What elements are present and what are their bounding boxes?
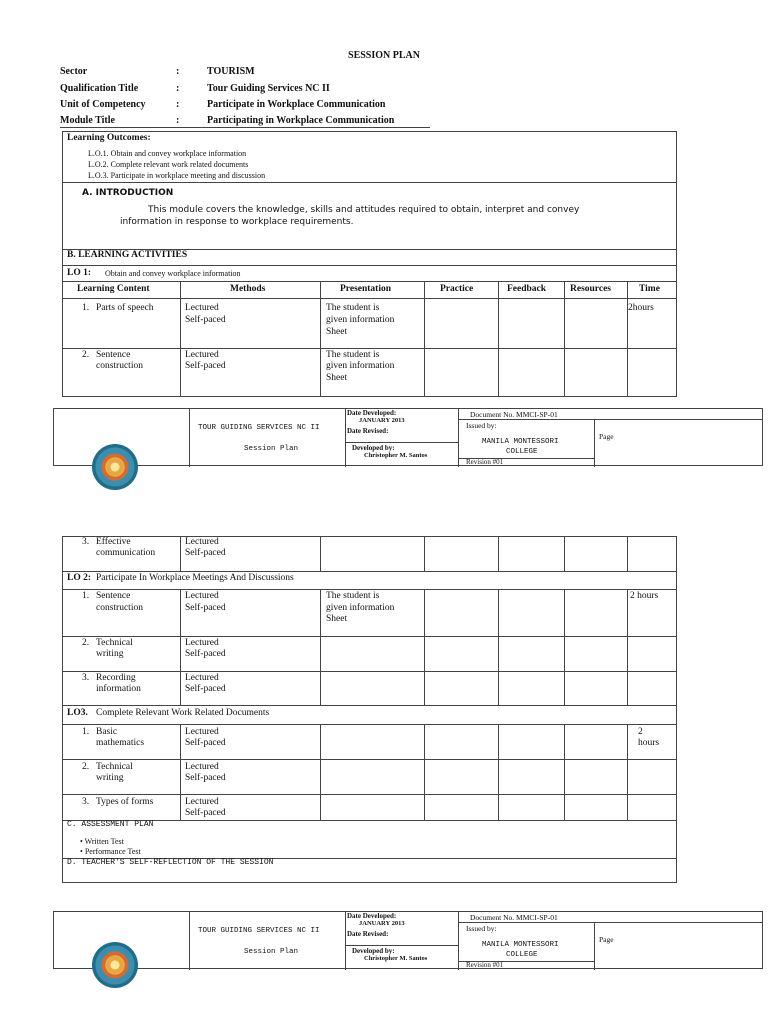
row-number: 1.: [82, 591, 90, 601]
divider: [62, 759, 677, 760]
lo2-text: Participate In Workplace Meetings And Discussions: [96, 573, 294, 583]
col-divider: [180, 589, 181, 705]
col-divider: [564, 281, 565, 397]
footer-doc-type: Session Plan: [244, 948, 299, 956]
lo1-label: LO 1:: [67, 268, 92, 278]
divider: [62, 589, 677, 590]
col-divider: [564, 536, 565, 571]
presentation: Sheet: [326, 327, 348, 337]
col-methods: Methods: [230, 284, 266, 294]
row-number: 2.: [82, 762, 90, 772]
col-time: Time: [639, 284, 660, 294]
method: Lectured: [185, 638, 219, 648]
divider: [345, 442, 458, 443]
col-divider: [627, 724, 628, 820]
divider: [62, 571, 677, 572]
presentation: The student is: [326, 303, 380, 313]
col-divider: [498, 281, 499, 397]
learning-content: Recording: [96, 673, 136, 683]
presentation: Sheet: [326, 373, 348, 383]
page-label: Page: [599, 432, 614, 441]
college-seal-logo: [92, 444, 138, 490]
col-divider: [564, 589, 565, 705]
date-developed-label: Date Developed:: [347, 409, 397, 417]
learning-content: Basic: [96, 727, 118, 737]
presentation: given information: [326, 315, 395, 325]
col-practice: Practice: [440, 284, 474, 294]
method: Self-paced: [185, 684, 226, 694]
col-divider: [424, 281, 425, 397]
learning-content: information: [96, 684, 141, 694]
divider: [594, 419, 595, 467]
divider: [594, 922, 595, 970]
header-value: Tour Guiding Services NC II: [207, 83, 330, 94]
method: Self-paced: [185, 361, 226, 371]
col-presentation: Presentation: [340, 284, 392, 294]
assessment-item-text: Performance Test: [84, 847, 141, 856]
assessment-item: • Performance Test: [80, 847, 141, 856]
col-divider: [564, 724, 565, 820]
learning-content: mathematics: [96, 738, 145, 748]
header-colon: :: [176, 99, 180, 110]
method: Lectured: [185, 537, 219, 547]
assessment-item-text: Written Test: [84, 837, 124, 846]
method: Lectured: [185, 673, 219, 683]
divider: [189, 409, 190, 467]
time: 2: [638, 727, 643, 737]
method: Lectured: [185, 303, 219, 313]
issued-by-label: Issued by:: [466, 421, 497, 430]
divider: [62, 348, 677, 349]
header-value: Participating in Workplace Communication: [207, 115, 395, 126]
row-number: 2.: [82, 638, 90, 648]
divider: [62, 636, 677, 637]
issuer: MANILA MONTESSORI: [482, 438, 559, 446]
module-underline: [60, 127, 430, 128]
learning-content: writing: [96, 773, 124, 783]
col-resources: Resources: [570, 284, 611, 294]
divider: [345, 409, 346, 467]
document-number: Document No. MMCI-SP-01: [470, 410, 558, 419]
divider: [62, 820, 677, 821]
assessment-item: • Written Test: [80, 837, 124, 846]
col-divider: [627, 536, 628, 571]
footer-program: TOUR GUIDING SERVICES NC II: [198, 927, 320, 935]
divider: [62, 705, 677, 706]
row-number: 3.: [82, 797, 90, 807]
learning-content: construction: [96, 361, 143, 371]
col-divider: [498, 589, 499, 705]
col-divider: [627, 281, 628, 397]
lo3-text: Complete Relevant Work Related Documents: [96, 708, 270, 718]
divider: [458, 922, 763, 923]
divider: [62, 281, 677, 282]
divider: [345, 912, 346, 970]
method: Self-paced: [185, 649, 226, 659]
row-number: 3.: [82, 673, 90, 683]
document-footer: [53, 911, 763, 969]
method: Self-paced: [185, 738, 226, 748]
learning-content: communication: [96, 548, 156, 558]
learning-content: Parts of speech: [96, 303, 154, 313]
date-revised-label: Date Revised:: [347, 427, 389, 435]
date-developed: JANUARY 2013: [359, 920, 405, 927]
learning-content: Types of forms: [96, 797, 154, 807]
page-label: Page: [599, 935, 614, 944]
assessment-heading: C. ASSESSMENT PLAN: [67, 820, 154, 829]
divider: [458, 419, 763, 420]
reflection-heading: D. TEACHER'S SELF-REFLECTION OF THE SESSION: [67, 858, 274, 867]
method: Lectured: [185, 350, 219, 360]
developed-by: Christopher M. Santos: [364, 452, 428, 459]
header-colon: :: [176, 83, 180, 94]
divider: [62, 724, 677, 725]
developed-by-label: Developed by:: [352, 947, 395, 955]
header-label: Qualification Title: [60, 83, 139, 94]
header-colon: :: [176, 66, 180, 77]
col-divider: [627, 589, 628, 705]
date-revised-label: Date Revised:: [347, 930, 389, 938]
revision-number: Revision #01: [466, 458, 504, 466]
method: Self-paced: [185, 315, 226, 325]
learning-outcome-item: L.O.3. Participate in workplace meeting and discussion: [88, 171, 266, 180]
introduction-text: This module covers the knowledge, skills and attitudes required to obtain, interpret and convey: [148, 205, 580, 215]
method: Self-paced: [185, 808, 226, 818]
col-divider: [424, 589, 425, 705]
footer-doc-type: Session Plan: [244, 445, 299, 453]
header-label: Module Title: [60, 115, 115, 126]
col-divider: [424, 536, 425, 571]
footer-program: TOUR GUIDING SERVICES NC II: [198, 424, 320, 432]
issuer: COLLEGE: [506, 951, 538, 959]
row-number: 1.: [82, 303, 90, 313]
learning-content: Technical: [96, 762, 133, 772]
method: Lectured: [185, 797, 219, 807]
presentation: Sheet: [326, 614, 348, 624]
method: Lectured: [185, 727, 219, 737]
header-value: Participate in Workplace Communication: [207, 99, 386, 110]
date-developed-label: Date Developed:: [347, 912, 397, 920]
document-number: Document No. MMCI-SP-01: [470, 913, 558, 922]
method: Lectured: [185, 591, 219, 601]
col-divider: [320, 536, 321, 571]
method: Self-paced: [185, 603, 226, 613]
col-divider: [180, 724, 181, 820]
revision-number: Revision #01: [466, 961, 504, 969]
col-divider: [320, 724, 321, 820]
time: 2hours: [628, 303, 654, 313]
col-divider: [320, 281, 321, 397]
learning-content: Technical: [96, 638, 133, 648]
learning-outcome-item: L.O.2. Complete relevant work related documents: [88, 160, 249, 169]
row-number: 2.: [82, 350, 90, 360]
document-title: SESSION PLAN: [348, 50, 420, 61]
presentation: given information: [326, 361, 395, 371]
divider: [62, 794, 677, 795]
col-divider: [498, 724, 499, 820]
row-number: 1.: [82, 727, 90, 737]
issuer: COLLEGE: [506, 448, 538, 456]
col-feedback: Feedback: [507, 284, 547, 294]
document-footer: [53, 408, 763, 466]
introduction-heading: A. INTRODUCTION: [82, 188, 174, 198]
introduction-text: information in response to workplace requirements.: [120, 217, 354, 227]
time: hours: [638, 738, 660, 748]
college-seal-logo: [92, 942, 138, 988]
learning-content: Effective: [96, 537, 131, 547]
developed-by-label: Developed by:: [352, 444, 395, 452]
header-label: Sector: [60, 66, 88, 77]
issued-by-label: Issued by:: [466, 924, 497, 933]
row-number: 3.: [82, 537, 90, 547]
divider: [345, 945, 458, 946]
col-divider: [180, 281, 181, 397]
time: 2 hours: [630, 591, 659, 601]
divider: [189, 912, 190, 970]
learning-content: writing: [96, 649, 124, 659]
lo3-label: LO3.: [67, 708, 88, 718]
col-divider: [180, 536, 181, 571]
developed-by: Christopher M. Santos: [364, 955, 428, 962]
learning-outcome-item: L.O.1. Obtain and convey workplace information: [88, 149, 247, 158]
divider: [62, 182, 677, 183]
divider: [62, 298, 677, 299]
col-divider: [320, 589, 321, 705]
learning-content: construction: [96, 603, 143, 613]
issuer: MANILA MONTESSORI: [482, 941, 559, 949]
header-value: TOURISM: [207, 66, 255, 77]
divider: [62, 671, 677, 672]
learning-activities-heading: B. LEARNING ACTIVITIES: [67, 250, 188, 260]
header-label: Unit of Competency: [60, 99, 146, 110]
divider: [62, 265, 677, 266]
method: Lectured: [185, 762, 219, 772]
col-divider: [498, 536, 499, 571]
col-learning-content: Learning Content: [77, 284, 150, 294]
method: Self-paced: [185, 548, 226, 558]
col-divider: [424, 724, 425, 820]
header-colon: :: [176, 115, 180, 126]
date-developed: JANUARY 2013: [359, 417, 405, 424]
lo1-text: Obtain and convey workplace information: [105, 269, 241, 278]
method: Self-paced: [185, 773, 226, 783]
presentation: The student is: [326, 350, 380, 360]
presentation: given information: [326, 603, 395, 613]
presentation: The student is: [326, 591, 380, 601]
learning-content: Sentence: [96, 591, 131, 601]
lo2-label: LO 2:: [67, 573, 92, 583]
learning-content: Sentence: [96, 350, 131, 360]
learning-outcomes-heading: Learning Outcomes:: [67, 133, 151, 143]
